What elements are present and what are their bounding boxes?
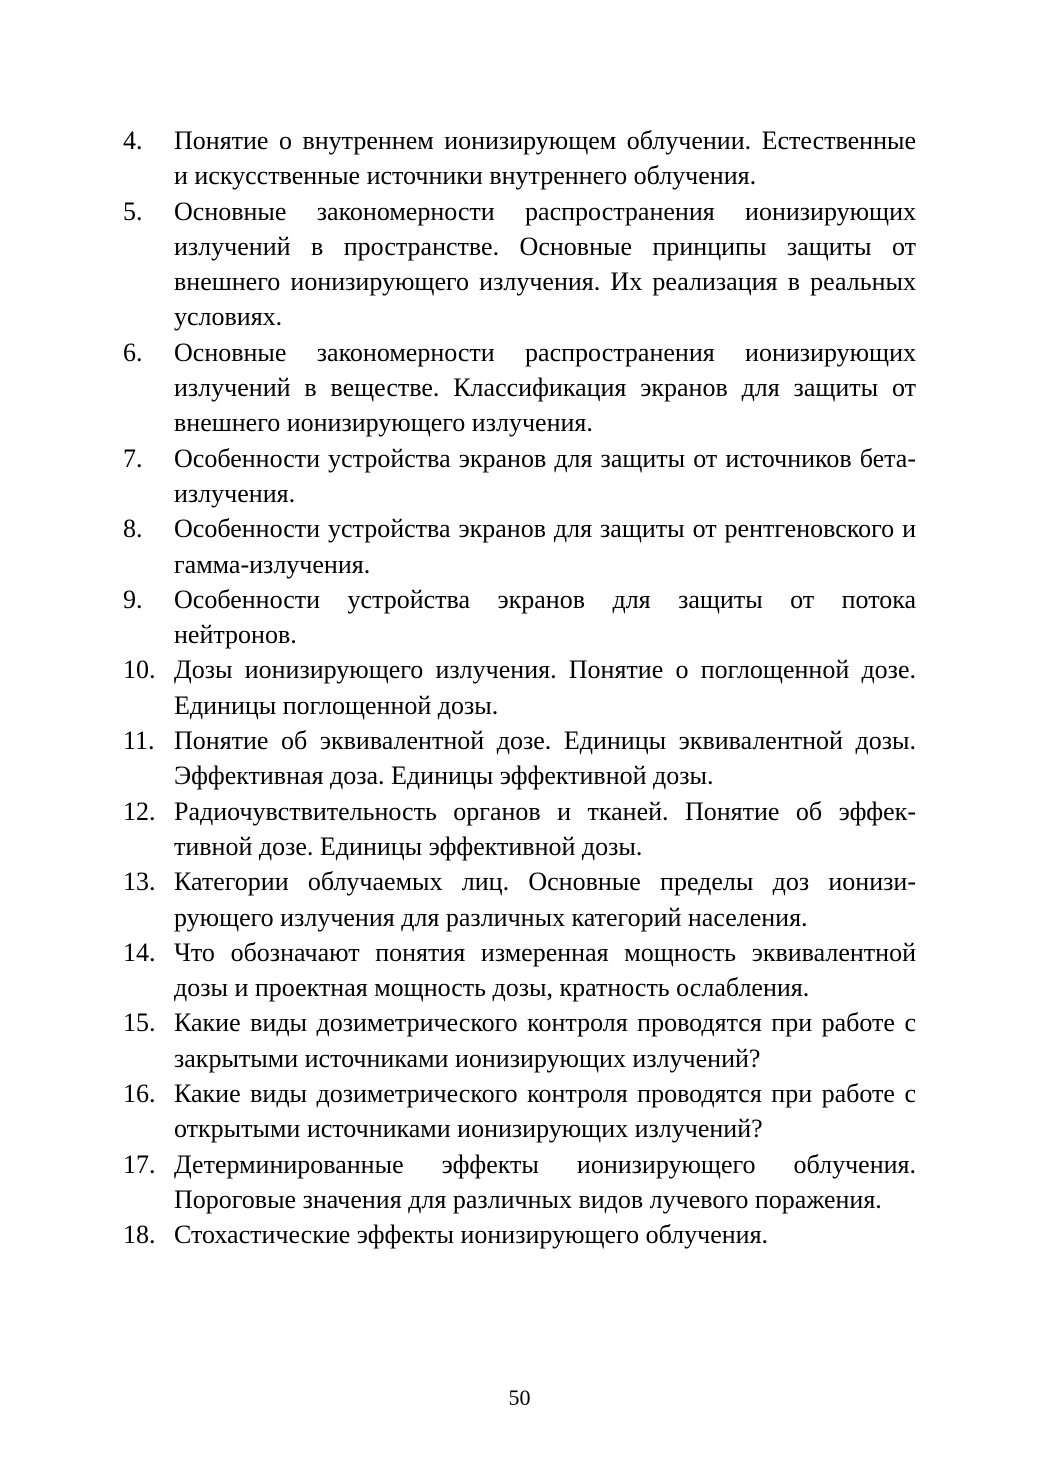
item-text: Что обозначают понятия измеренная мощность эквивалентной дозы и проектная мощность дозы, кратность ослабления. xyxy=(174,937,916,1003)
item-text: Радиочувствительность органов и тканей. Понятие об эффективной дозе. Единицы эффективной дозы. xyxy=(174,796,916,861)
list-item xyxy=(123,794,916,865)
item-number: 18. xyxy=(123,1220,156,1250)
list-item xyxy=(123,1217,916,1252)
item-text: Понятие об эквивалентной дозе. Единицы эквивалентной дозы. Эффективная доза. Единицы эффективной дозы. xyxy=(174,726,916,791)
item-number: 9. xyxy=(123,584,143,614)
list-item xyxy=(123,1147,916,1218)
item-number: 13. xyxy=(123,867,156,897)
list-item xyxy=(123,1076,916,1147)
question-list xyxy=(123,123,916,1253)
item-text: Особенности устройства экранов для защиты от источников бета-излучения. xyxy=(174,443,916,508)
item-text: Особенности устройства экранов для защиты от потока нейтронов. xyxy=(174,584,916,650)
item-text: Основные закономерности распространения ионизирующих излучений в веществе. Классификация экранов для защиты от внешнего ионизирующего излучения. xyxy=(174,337,916,438)
item-text: Дозы ионизирующего излучения. Понятие о поглощенной дозе. Единицы поглощенной дозы. xyxy=(174,655,916,720)
list-item xyxy=(123,582,916,653)
list-item xyxy=(123,441,916,512)
item-text: Детерминированные эффекты ионизирующего облучения. Пороговые значения для различных видов лучевого поражения. xyxy=(174,1149,916,1214)
list-item xyxy=(123,864,916,935)
item-number: 14. xyxy=(123,937,156,967)
list-item xyxy=(123,1005,916,1076)
item-text: Особенности устройства экранов для защиты от рентгеновского и гамма-излучения. xyxy=(174,514,916,579)
item-number: 6. xyxy=(123,337,143,367)
item-number: 7. xyxy=(123,443,143,473)
item-number: 17. xyxy=(123,1149,156,1179)
list-item xyxy=(123,935,916,1006)
item-text: Категории облучаемых лиц. Основные пределы доз ионизирующего излучения для различных категорий населения. xyxy=(174,867,916,932)
item-number: 15. xyxy=(123,1008,156,1038)
list-item xyxy=(123,652,916,723)
page-number: 50 xyxy=(508,1385,531,1410)
item-number: 16. xyxy=(123,1079,156,1109)
item-number: 11. xyxy=(123,726,155,756)
list-item xyxy=(123,194,916,335)
item-number: 4. xyxy=(123,126,143,155)
item-text: Стохастические эффекты ионизирующего облучения. xyxy=(174,1220,769,1250)
item-number: 8. xyxy=(123,514,143,544)
list-item xyxy=(123,511,916,582)
list-item xyxy=(123,335,916,441)
list-item xyxy=(123,123,916,194)
item-number: 10. xyxy=(123,655,156,685)
item-number: 12. xyxy=(123,796,156,826)
item-text: Понятие о внутреннем ионизирующем облучении. Естественные и искусственные источники внутреннего облучения. xyxy=(174,126,916,191)
list-item xyxy=(123,723,916,794)
item-text: Основные закономерности распространения ионизирующих излучений в пространстве. Основные принципы защиты от внешнего ионизирующего излучения. Их реализация в реальных условиях. xyxy=(174,196,916,332)
item-text: Какие виды дозиметрического контроля проводятся при работе с открытыми источниками ионизирующих излучений? xyxy=(174,1079,916,1144)
item-text: Какие виды дозиметрического контроля проводятся при работе с закрытыми источниками ионизирующих излучений? xyxy=(174,1008,916,1073)
item-number: 5. xyxy=(123,196,143,226)
